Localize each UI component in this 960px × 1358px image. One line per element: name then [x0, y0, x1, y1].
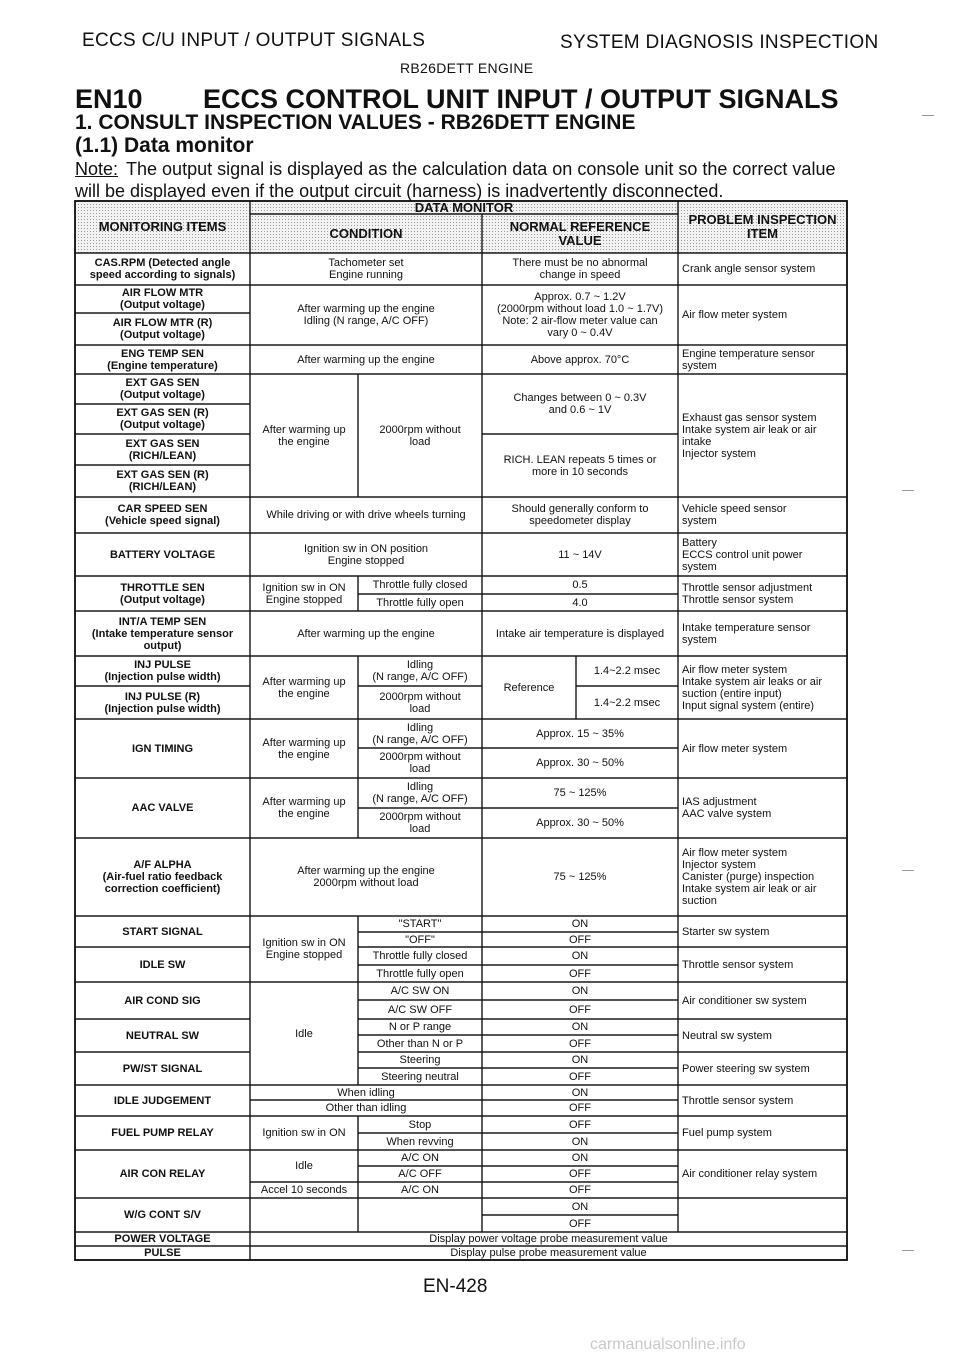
condition-cell: Stop	[408, 1118, 432, 1131]
condition-cell: Steering neutral	[381, 1070, 459, 1083]
header-problem-inspection: PROBLEM INSPECTION ITEM	[688, 212, 837, 241]
condition-cell: A/C SW ON	[390, 985, 450, 997]
normal-value-cell: Approx. 30 ~ 50%	[536, 817, 624, 829]
switch-state-cell: OFF	[569, 1168, 591, 1180]
header-condition: CONDITION	[329, 225, 403, 241]
item-cell: CAS.RPM (Detected angle speed according to signals)	[89, 257, 236, 281]
condition-cell: After warming up the engine	[297, 627, 435, 640]
condition-cell: Throttle fully closed	[372, 579, 468, 591]
item-cell: AIR CON RELAY	[119, 1168, 206, 1180]
pulse-value: Display pulse probe measurement value	[450, 1247, 647, 1259]
normal-value-cell: 0.5	[572, 579, 588, 591]
item-cell: EXT GAS SEN (RICH/LEAN)	[125, 437, 200, 462]
problem-item-cell: Air flow meter system Injector system Canister (purge) inspection Intake system air leak or air suction	[682, 847, 817, 907]
condition-cell: Ignition sw in ON position Engine stopped	[303, 542, 429, 567]
condition-cell: While driving or with drive wheels turning	[266, 509, 466, 521]
item-cell: AIR FLOW MTR (Output voltage)	[120, 287, 205, 311]
item-cell: IDLE JUDGEMENT	[113, 1094, 212, 1107]
margin-mark	[922, 115, 934, 116]
problem-item-cell: Throttle sensor system	[682, 1094, 794, 1107]
switch-state-cell: OFF	[569, 1118, 591, 1131]
item-cell: IDLE SW	[139, 958, 186, 971]
switch-state-cell: ON	[571, 1086, 589, 1099]
condition-cell: After warming up the engine	[262, 675, 346, 700]
condition-cell: After warming up the engine	[262, 423, 346, 448]
condition-cell: A/C OFF	[398, 1168, 442, 1180]
switch-state-cell: ON	[571, 1054, 589, 1066]
switch-state-cell: OFF	[569, 1003, 591, 1016]
problem-item-cell: Intake temperature sensor system	[682, 621, 811, 646]
item-cell: AIR COND SIG	[124, 994, 201, 1007]
condition-cell: Ignition sw in ON	[262, 1127, 346, 1139]
condition-cell: When revving	[386, 1135, 454, 1148]
problem-item-cell: Throttle sensor system	[682, 958, 794, 971]
switch-state-cell: ON	[571, 1200, 589, 1213]
problem-item-cell: Fuel pump system	[682, 1127, 772, 1139]
item-cell: PW/ST SIGNAL	[122, 1062, 203, 1075]
switch-state-cell: ON	[571, 918, 589, 930]
item-cell: PULSE	[144, 1247, 181, 1259]
item-cell: IGN TIMING	[131, 742, 194, 755]
item-cell: EXT GAS SEN (R) (RICH/LEAN)	[116, 469, 209, 493]
problem-item-cell: Throttle sensor adjustment Throttle sensor system	[682, 581, 813, 606]
condition-cell: "START"	[398, 918, 442, 930]
header-engine: RB26DETT ENGINE	[400, 60, 534, 76]
condition-cell: Accel 10 seconds	[260, 1184, 348, 1196]
item-cell: INJ PULSE (Injection pulse width)	[104, 659, 221, 683]
item-cell: START SIGNAL	[122, 925, 203, 938]
switch-state-cell: ON	[571, 950, 589, 962]
margin-mark	[902, 1250, 914, 1251]
item-cell: ENG TEMP SEN (Engine temperature)	[107, 347, 218, 372]
condition-cell: 2000rpm without load	[379, 423, 461, 448]
header-section-title: ECCS C/U INPUT / OUTPUT SIGNALS	[82, 30, 426, 51]
header-data-monitor: DATA MONITOR	[414, 201, 514, 214]
condition-cell: A/C ON	[401, 1184, 439, 1196]
condition-cell: A/C ON	[401, 1152, 439, 1164]
item-cell: AIR FLOW MTR (R) (Output voltage)	[112, 317, 213, 341]
condition-cell: When idling	[337, 1086, 395, 1099]
margin-mark	[902, 870, 914, 871]
problem-item-cell: Air flow meter system Intake system air leaks or air suction (entire input) Input signal system (entire)	[682, 663, 822, 712]
margin-mark	[902, 490, 914, 491]
condition-cell: Steering	[399, 1054, 441, 1066]
item-cell: W/G CONT S/V	[124, 1209, 201, 1221]
item-cell: THROTTLE SEN (Output voltage)	[120, 581, 205, 606]
problem-item-cell: Battery ECCS control unit power system	[682, 536, 803, 573]
condition-cell: Throttle fully closed	[372, 950, 468, 962]
item-cell: EXT GAS SEN (Output voltage)	[120, 377, 205, 401]
item-cell: POWER VOLTAGE	[114, 1233, 211, 1245]
normal-value-cell: 75 ~ 125%	[553, 871, 607, 883]
normal-value-cell: Reference	[503, 681, 555, 694]
header-monitoring-items: MONITORING ITEMS	[98, 219, 227, 234]
condition-cell: Idle	[295, 1027, 313, 1040]
condition-cell: Ignition sw in ON Engine stopped	[262, 937, 346, 961]
normal-value-cell: 1.4~2.2 msec	[593, 665, 661, 677]
item-cell: BATTERY VOLTAGE	[109, 548, 216, 561]
power-voltage-value: Display power voltage probe measurement value	[429, 1233, 668, 1245]
condition-cell: Ignition sw in ON Engine stopped	[262, 581, 346, 606]
note-label: Note:	[75, 159, 119, 179]
problem-item-cell: Crank angle sensor system	[682, 263, 816, 275]
condition-cell: N or P range	[388, 1021, 452, 1033]
problem-item-cell: Vehicle speed sensor system	[682, 503, 787, 527]
condition-cell: Other than N or P	[376, 1037, 464, 1050]
subsection-title: 1. CONSULT INSPECTION VALUES - RB26DETT ENGINE	[75, 111, 636, 134]
normal-value-cell: Intake air temperature is displayed	[495, 627, 665, 640]
note-text: The output signal is displayed as the calculation data on console unit so the correct value will be displayed even if the output circuit (harness) is inadvertently disconnected.	[75, 159, 836, 201]
problem-item-cell: Air conditioner sw system	[682, 994, 807, 1007]
condition-cell: Other than idling	[325, 1102, 407, 1114]
condition-cell: After warming up the engine	[297, 353, 435, 366]
watermark: carmanualsonline.info	[590, 1336, 746, 1353]
item-cell: INT/A TEMP SEN (Intake temperature sensor output)	[91, 615, 234, 652]
condition-cell: 2000rpm without load	[379, 690, 461, 715]
normal-value-cell: 4.0	[572, 596, 588, 609]
switch-state-cell: OFF	[569, 1184, 591, 1196]
normal-value-cell: 75 ~ 125%	[553, 787, 607, 799]
item-cell: AAC VALVE	[131, 802, 194, 814]
section-heading: ECCS CONTROL UNIT INPUT / OUTPUT SIGNALS	[203, 84, 839, 114]
normal-value-cell: There must be no abnormal change in speed	[512, 257, 648, 281]
item-cell: FUEL PUMP RELAY	[111, 1127, 214, 1139]
item-cell: INJ PULSE (R) (Injection pulse width)	[104, 690, 221, 715]
section-code: EN10	[75, 84, 143, 114]
condition-cell: Throttle fully open	[376, 967, 464, 980]
switch-state-cell: OFF	[569, 1070, 591, 1083]
item-cell: CAR SPEED SEN (Vehicle speed signal)	[105, 503, 220, 527]
switch-state-cell: OFF	[569, 1102, 591, 1114]
header-normal-reference: NORMAL REFERENCE VALUE	[509, 218, 651, 248]
condition-cell: After warming up the engine	[262, 736, 346, 761]
switch-state-cell: ON	[571, 1021, 589, 1033]
condition-cell: Idling (N range, A/C OFF)	[372, 659, 468, 683]
normal-value-cell: Approx. 0.7 ~ 1.2V (2000rpm without load 1.0 ~ 1.7V) Note: 2 air-flow meter value can vary 0 ~ 0.4V	[496, 291, 663, 339]
switch-state-cell: OFF	[569, 1037, 591, 1050]
normal-value-cell: 11 ~ 14V	[558, 548, 602, 561]
condition-cell: After warming up the engine Idling (N range, A/C OFF)	[297, 303, 435, 327]
condition-cell: Idling (N range, A/C OFF)	[372, 781, 468, 805]
normal-value-cell: Approx. 30 ~ 50%	[536, 757, 624, 769]
item-cell: NEUTRAL SW	[125, 1029, 200, 1042]
switch-state-cell: OFF	[569, 933, 591, 946]
problem-item-cell: IAS adjustment AAC valve system	[682, 796, 772, 820]
problem-item-cell: Power steering sw system	[682, 1062, 810, 1075]
switch-state-cell: OFF	[569, 967, 591, 980]
normal-value-cell: Changes between 0 ~ 0.3V and 0.6 ~ 1V	[513, 392, 647, 416]
page-number: EN-428	[423, 1276, 488, 1297]
normal-value-cell: 1.4~2.2 msec	[593, 696, 661, 709]
condition-cell: 2000rpm without load	[379, 811, 461, 835]
switch-state-cell: OFF	[569, 1217, 591, 1230]
subsubsection-title: (1.1) Data monitor	[75, 134, 254, 157]
switch-state-cell: ON	[571, 1135, 589, 1148]
problem-item-cell: Exhaust gas sensor system Intake system air leak or air intake Injector system	[682, 411, 817, 460]
header-chapter-title: SYSTEM DIAGNOSIS INSPECTION	[560, 32, 879, 53]
problem-item-cell: Engine temperature sensor system	[682, 347, 815, 372]
problem-item-cell: Neutral sw system	[682, 1029, 772, 1042]
normal-value-cell: RICH. LEAN repeats 5 times or more in 10 seconds	[503, 453, 657, 478]
condition-cell: Tachometer set Engine running	[328, 257, 404, 281]
normal-value-cell: Above approx. 70°C	[530, 353, 630, 366]
condition-cell: After warming up the engine 2000rpm without load	[297, 865, 435, 889]
normal-value-cell: Should generally conform to speedometer display	[511, 503, 649, 527]
condition-cell: Idling (N range, A/C OFF)	[372, 721, 468, 746]
switch-state-cell: ON	[571, 985, 589, 997]
condition-cell: Throttle fully open	[376, 596, 464, 609]
normal-value-cell: Approx. 15 ~ 35%	[536, 727, 624, 740]
switch-state-cell: ON	[571, 1152, 589, 1164]
condition-cell: 2000rpm without load	[379, 751, 461, 775]
item-cell: EXT GAS SEN (R) (Output voltage)	[116, 407, 209, 431]
condition-cell: A/C SW OFF	[387, 1003, 453, 1016]
problem-item-cell: Air flow meter system	[682, 309, 788, 321]
problem-item-cell: Starter sw system	[682, 925, 770, 938]
problem-item-cell: Air flow meter system	[682, 742, 788, 755]
item-cell: A/F ALPHA (Air-fuel ratio feedback correction coefficient)	[102, 859, 223, 895]
problem-item-cell: Air conditioner relay system	[682, 1168, 818, 1180]
condition-cell: Idle	[295, 1160, 313, 1172]
condition-cell: After warming up the engine	[262, 796, 346, 820]
condition-cell: "OFF"	[405, 933, 435, 946]
